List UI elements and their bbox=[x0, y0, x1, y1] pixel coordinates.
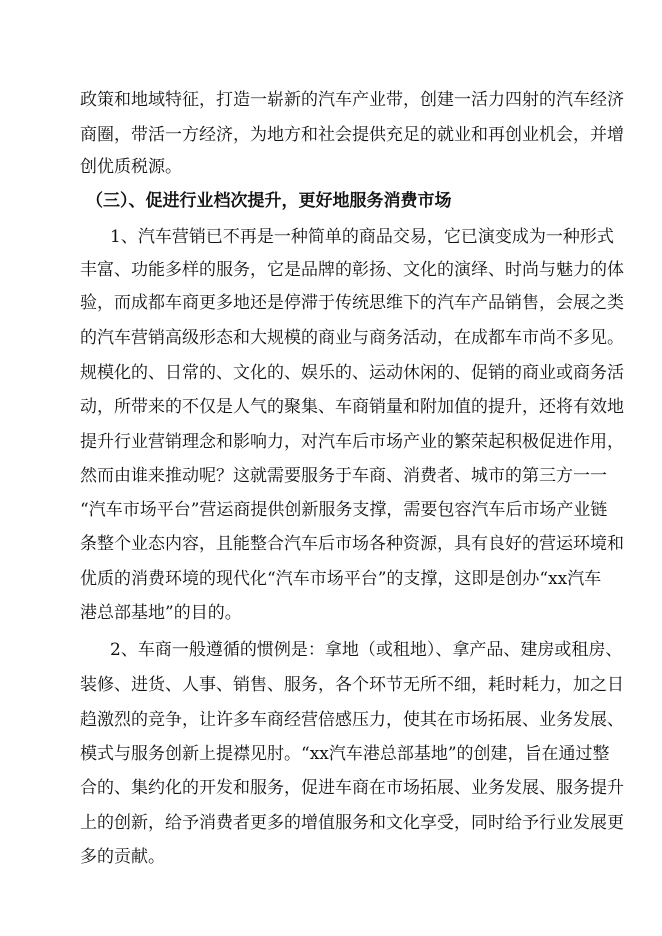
text-line: 装修、进货、人事、销售、服务，各个环节无所不细，耗时耗力，加之日 bbox=[80, 675, 624, 695]
text-line: 1、汽车营销已不再是一种简单的商品交易，它已演变成为一种形式 bbox=[110, 227, 614, 247]
text-line: 提升行业营销理念和影响力，对汽车后市场产业的繁荣起积极促进作用， bbox=[80, 432, 624, 452]
text-line: 的汽车营销高级形态和大规模的商业与商务活动，在成都车市尚不多见。 bbox=[80, 328, 624, 348]
text-line: 上的创新，给予消费者更多的增值服务和文化享受，同时给予行业发展更 bbox=[80, 813, 624, 833]
text-line: 然而由谁来推动呢？这就需要服务于车商、消费者、城市的第三方一一 bbox=[80, 466, 607, 486]
text-line: 规模化的、日常的、文化的、娱乐的、运动休闲的、促销的商业或商务活 bbox=[80, 363, 624, 383]
text-line: 港总部基地”的目的。 bbox=[80, 603, 242, 623]
text-line: 创优质税源。 bbox=[80, 157, 182, 177]
section-heading: （三）、促进行业档次提升，更好地服务消费市场 bbox=[86, 191, 452, 211]
text-line: 动，所带来的不仅是人气的聚集、车商销量和附加值的提升，还将有效地 bbox=[80, 397, 624, 417]
text-line: 条整个业态内容，且能整合汽车后市场各种资源，具有良好的营运环境和 bbox=[80, 534, 624, 554]
text-line: 丰富、功能多样的服务，它是品牌的彰扬、文化的演绎、时尚与魅力的体 bbox=[80, 260, 624, 280]
text-line: 模式与服务创新上提襟见肘。“xx汽车港总部基地”的创建，旨在通过整 bbox=[80, 744, 610, 764]
text-line: “汽车市场平台”营运商提供创新服务支撑，需要包容汽车后市场产业链 bbox=[80, 500, 608, 520]
text-line: 2、车商一般遵循的惯例是：拿地（或租地）、拿产品、建房或租房、 bbox=[110, 640, 623, 660]
text-line: 验，而成都车商更多地还是停滞于传统思维下的汽车产品销售，会展之类 bbox=[80, 293, 624, 313]
text-line: 合的、集约化的开发和服务，促进车商在市场拓展、业务发展、服务提升 bbox=[80, 778, 624, 798]
text-line: 优质的消费环境的现代化“汽车市场平台”的支撑，这即是创办“xx汽车 bbox=[80, 569, 602, 589]
text-line: 趋激烈的竞争，让许多车商经营倍感压力，使其在市场拓展、业务发展、 bbox=[80, 710, 624, 730]
text-line: 政策和地域特征，打造一崭新的汽车产业带，创建一活力四射的汽车经济 bbox=[80, 90, 624, 110]
text-line: 多的贡献。 bbox=[80, 847, 165, 867]
text-line: 商圈，带活一方经济，为地方和社会提供充足的就业和再创业机会，并增 bbox=[80, 125, 624, 145]
